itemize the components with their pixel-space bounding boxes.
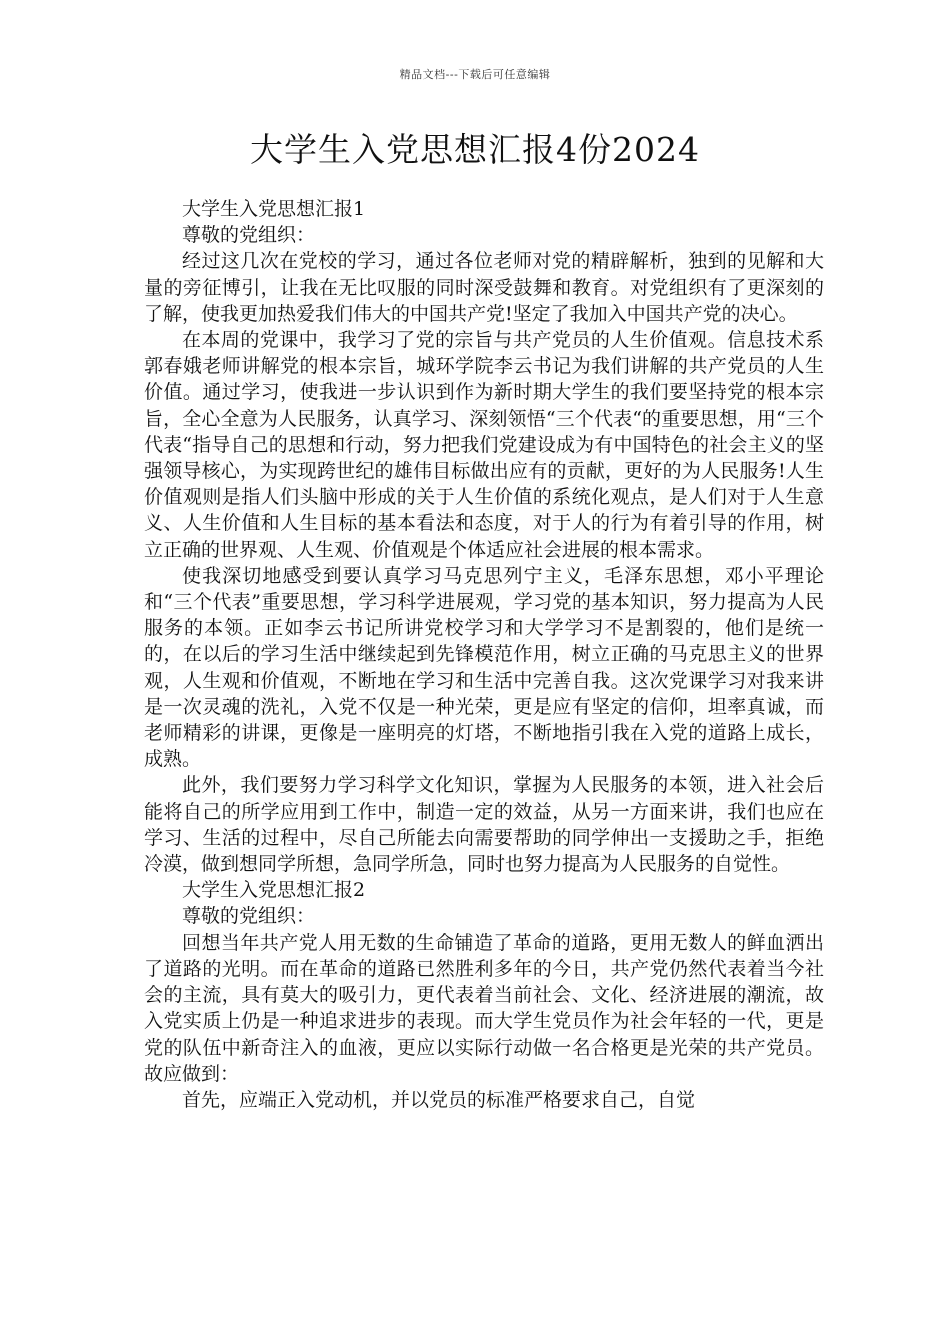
body-paragraph: 回想当年共产党人用无数的生命铺造了革命的道路，更用无数人的鲜血洒出了道路的光明。而在革命的道路已然胜利多年的今日，共产党仍然代表着当今社会的主流，具有莫大的吸引力，更代表着当前社会、文化、经济进展的潮流，故入党实质上仍是一种追求进步的表现。而大学生党员作为社会年轻的一代，更是党的队伍中新奇注入的血液，更应以实际行动做一名合格更是光荣的共产党员。故应做到： (144, 931, 824, 1085)
report-1-salutation: 尊敬的党组织： (182, 224, 316, 247)
body-paragraph: 此外，我们要努力学习科学文化知识，掌握为人民服务的本领，进入社会后能将自己的所学应用到工作中，制造一定的效益，从另一方面来讲，我们也应在学习、生活的过程中，尽自己所能去向需要帮助的同学伸出一支援助之手，拒绝冷漠，做到想同学所想，急同学所急，同时也努力提高为人民服务的自觉性。 (144, 774, 824, 876)
report-2-salutation: 尊敬的党组织： (182, 905, 316, 928)
body-paragraph: 首先，应端正入党动机，并以党员的标准严格要求自己，自觉 (182, 1088, 696, 1111)
report-2-heading: 大学生入党思想汇报2 (182, 879, 366, 902)
document-body (144, 196, 824, 1113)
body-paragraph: 使我深切地感受到要认真学习马克思列宁主义，毛泽东思想，邓小平理论和“三个代表”重要思想，学习科学进展观，学习党的基本知识，努力提高为人民服务的本领。正如李云书记所讲党校学习和大学学习不是割裂的，他们是统一的，在以后的学习生活中继续起到先锋模范作用，树立正确的马克思主义的世界观，人生观和价值观，不断地在学习和生活中完善自我。这次党课学习对我来讲是一次灵魂的洗礼，入党不仅是一种光荣，更是应有坚定的信仰，坦率真诚，而老师精彩的讲课，更像是一座明亮的灯塔，不断地指引我在入党的道路上成长，成熟。 (144, 564, 824, 771)
body-paragraph: 在本周的党课中，我学习了党的宗旨与共产党员的人生价值观。信息技术系郭春娥老师讲解党的根本宗旨，城环学院李云书记为我们讲解的共产党员的人生价值。通过学习，使我进一步认识到作为新时期大学生的我们要坚持党的根本宗旨，全心全意为人民服务，认真学习、深刻领悟“三个代表“的重要思想，用“三个代表“指导自己的思想和行动，努力把我们党建设成为有中国特色的社会主义的坚强领导核心，为实现跨世纪的雄伟目标做出应有的贡献，更好的为人民服务!人生价值观则是指人们头脑中形成的关于人生价值的系统化观点，是人们对于人生意义、人生价值和人生目标的基本看法和态度，对于人的行为有着引导的作用，树立正确的世界观、人生观、价值观是个体适应社会进展的根本需求。 (144, 329, 824, 561)
report-1-heading: 大学生入党思想汇报1 (182, 198, 366, 220)
body-paragraph: 经过这几次在党校的学习，通过各位老师对党的精辟解析，独到的见解和大量的旁征博引，让我在无比叹服的同时深受鼓舞和教育。对党组织有了更深刻的了解，使我更加热爱我们伟大的中国共产党!坚定了我加入中国共产党的决心。 (144, 250, 824, 325)
document-title: 大学生入党思想汇报4份2024 (250, 130, 700, 169)
page-header-note: 精品文档---下载后可任意编辑 (399, 68, 551, 81)
